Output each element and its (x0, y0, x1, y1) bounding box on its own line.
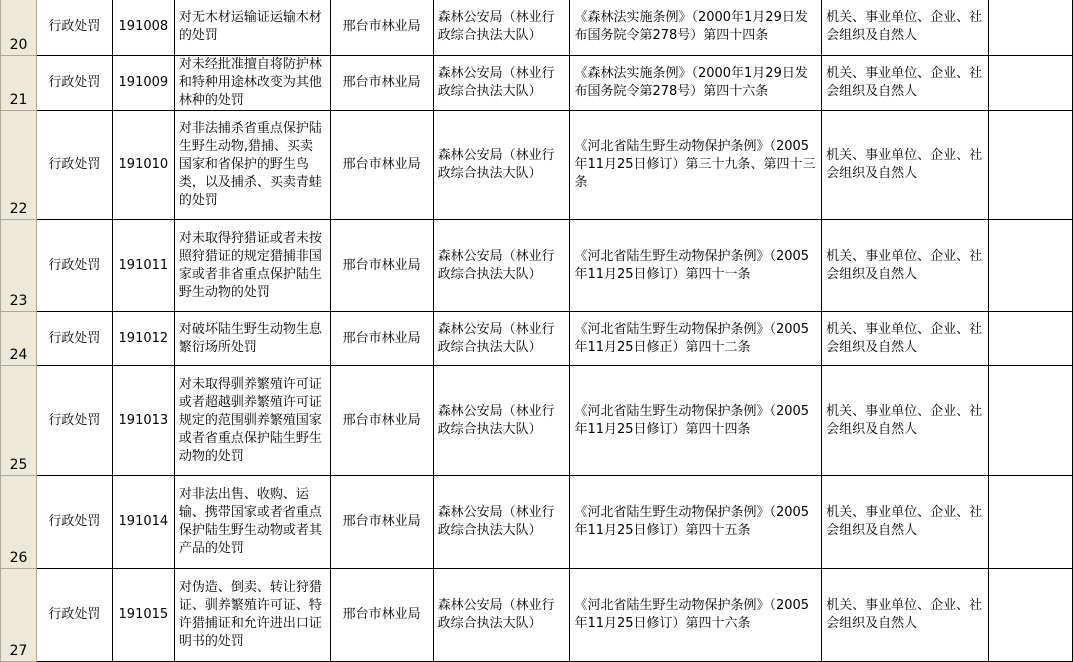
code-cell[interactable]: 191009 (112, 56, 174, 111)
category-cell[interactable]: 行政处罚 (36, 312, 112, 366)
target-cell[interactable]: 机关、事业单位、企业、社会组织及自然人 (822, 366, 989, 476)
legal-basis-cell[interactable]: 《河北省陆生野生动物保护条例》（2005年11月25日修订）第四十一条 (570, 220, 822, 312)
row-header[interactable]: 20 (1, 0, 37, 56)
matter-cell[interactable]: 对非法出售、收购、运输、携带国家或者省重点保护陆生野生动物或者其产品的处罚 (174, 476, 330, 569)
legal-basis-cell[interactable]: 《河北省陆生野生动物保护条例》（2005年11月25日修订）第四十五条 (570, 476, 822, 569)
row-header[interactable]: 23 (1, 220, 37, 312)
department-cell[interactable]: 邢台市林业局 (330, 569, 433, 662)
table-row (1, 56, 1073, 111)
matter-cell[interactable]: 对未取得驯养繁殖许可证或者超越驯养繁殖许可证规定的范围驯养繁殖国家或者省重点保护陆生野生动物的处罚 (174, 366, 330, 476)
target-cell[interactable]: 机关、事业单位、企业、社会组织及自然人 (822, 56, 989, 111)
category-cell[interactable]: 行政处罚 (36, 0, 112, 56)
department-cell[interactable]: 邢台市林业局 (330, 111, 433, 220)
target-cell[interactable]: 机关、事业单位、企业、社会组织及自然人 (822, 111, 989, 220)
agency-cell[interactable]: 森林公安局（林业行政综合执法大队） (433, 366, 570, 476)
table-row (1, 476, 1073, 569)
empty-cell[interactable] (989, 569, 1073, 662)
row-header[interactable]: 27 (1, 569, 37, 662)
code-cell[interactable]: 191012 (112, 312, 174, 366)
target-cell[interactable]: 机关、事业单位、企业、社会组织及自然人 (822, 476, 989, 569)
code-cell[interactable]: 191008 (112, 0, 174, 56)
agency-cell[interactable]: 森林公安局（林业行政综合执法大队） (433, 476, 570, 569)
agency-cell[interactable]: 森林公安局（林业行政综合执法大队） (433, 220, 570, 312)
matter-cell[interactable]: 对无木材运输证运输木材的处罚 (174, 0, 330, 56)
category-cell[interactable]: 行政处罚 (36, 366, 112, 476)
row-header[interactable]: 22 (1, 111, 37, 220)
matter-cell[interactable]: 对未经批准擅自将防护林和特种用途林改变为其他林种的处罚 (174, 56, 330, 111)
matter-cell[interactable]: 对非法捕杀省重点保护陆生野生动物,猎捕、买卖国家和省保护的野生鸟类，以及捕杀、买卖青蛙的处罚 (174, 111, 330, 220)
empty-cell[interactable] (989, 111, 1073, 220)
legal-basis-cell[interactable]: 《河北省陆生野生动物保护条例》（2005年11月25日修订）第四十六条 (570, 569, 822, 662)
target-cell[interactable]: 机关、事业单位、企业、社会组织及自然人 (822, 220, 989, 312)
department-cell[interactable]: 邢台市林业局 (330, 476, 433, 569)
department-cell[interactable]: 邢台市林业局 (330, 56, 433, 111)
code-cell[interactable]: 191014 (112, 476, 174, 569)
empty-cell[interactable] (989, 56, 1073, 111)
category-cell[interactable]: 行政处罚 (36, 220, 112, 312)
target-cell[interactable]: 机关、事业单位、企业、社会组织及自然人 (822, 0, 989, 56)
category-cell[interactable]: 行政处罚 (36, 476, 112, 569)
legal-basis-cell[interactable]: 《森林法实施条例》（2000年1月29日发布国务院令第278号）第四十六条 (570, 56, 822, 111)
target-cell[interactable]: 机关、事业单位、企业、社会组织及自然人 (822, 312, 989, 366)
row-header[interactable]: 21 (1, 56, 37, 111)
category-cell[interactable]: 行政处罚 (36, 56, 112, 111)
code-cell[interactable]: 191013 (112, 366, 174, 476)
row-header[interactable]: 25 (1, 366, 37, 476)
matter-cell[interactable]: 对未取得狩猎证或者未按照狩猎证的规定猎捕非国家或者非省重点保护陆生野生动物的处罚 (174, 220, 330, 312)
agency-cell[interactable]: 森林公安局（林业行政综合执法大队） (433, 312, 570, 366)
legal-basis-cell[interactable]: 《河北省陆生野生动物保护条例》（2005年11月25日修正）第四十二条 (570, 312, 822, 366)
table-row (1, 220, 1073, 312)
legal-basis-cell[interactable]: 《河北省陆生野生动物保护条例》（2005年11月25日修订）第三十九条、第四十三条 (570, 111, 822, 220)
empty-cell[interactable] (989, 220, 1073, 312)
agency-cell[interactable]: 森林公安局（林业行政综合执法大队） (433, 0, 570, 56)
table-row (1, 0, 1073, 56)
target-cell[interactable]: 机关、事业单位、企业、社会组织及自然人 (822, 569, 989, 662)
agency-cell[interactable]: 森林公安局（林业行政综合执法大队） (433, 56, 570, 111)
agency-cell[interactable]: 森林公安局（林业行政综合执法大队） (433, 111, 570, 220)
empty-cell[interactable] (989, 476, 1073, 569)
code-cell[interactable]: 191010 (112, 111, 174, 220)
category-cell[interactable]: 行政处罚 (36, 111, 112, 220)
empty-cell[interactable] (989, 366, 1073, 476)
department-cell[interactable]: 邢台市林业局 (330, 0, 433, 56)
table-row (1, 366, 1073, 476)
matter-cell[interactable]: 对破坏陆生野生动物生息繁衍场所处罚 (174, 312, 330, 366)
agency-cell[interactable]: 森林公安局（林业行政综合执法大队） (433, 569, 570, 662)
table-row (1, 111, 1073, 220)
row-header[interactable]: 24 (1, 312, 37, 366)
matter-cell[interactable]: 对伪造、倒卖、转让狩猎证、驯养繁殖许可证、特许猎捕证和允许进出口证明书的处罚 (174, 569, 330, 662)
code-cell[interactable]: 191015 (112, 569, 174, 662)
empty-cell[interactable] (989, 0, 1073, 56)
department-cell[interactable]: 邢台市林业局 (330, 220, 433, 312)
row-header[interactable]: 26 (1, 476, 37, 569)
department-cell[interactable]: 邢台市林业局 (330, 312, 433, 366)
department-cell[interactable]: 邢台市林业局 (330, 366, 433, 476)
code-cell[interactable]: 191011 (112, 220, 174, 312)
legal-basis-cell[interactable]: 《河北省陆生野生动物保护条例》（2005年11月25日修订）第四十四条 (570, 366, 822, 476)
empty-cell[interactable] (989, 312, 1073, 366)
table-row (1, 569, 1073, 662)
legal-basis-cell[interactable]: 《森林法实施条例》（2000年1月29日发布国务院令第278号）第四十四条 (570, 0, 822, 56)
table-row (1, 312, 1073, 366)
category-cell[interactable]: 行政处罚 (36, 569, 112, 662)
